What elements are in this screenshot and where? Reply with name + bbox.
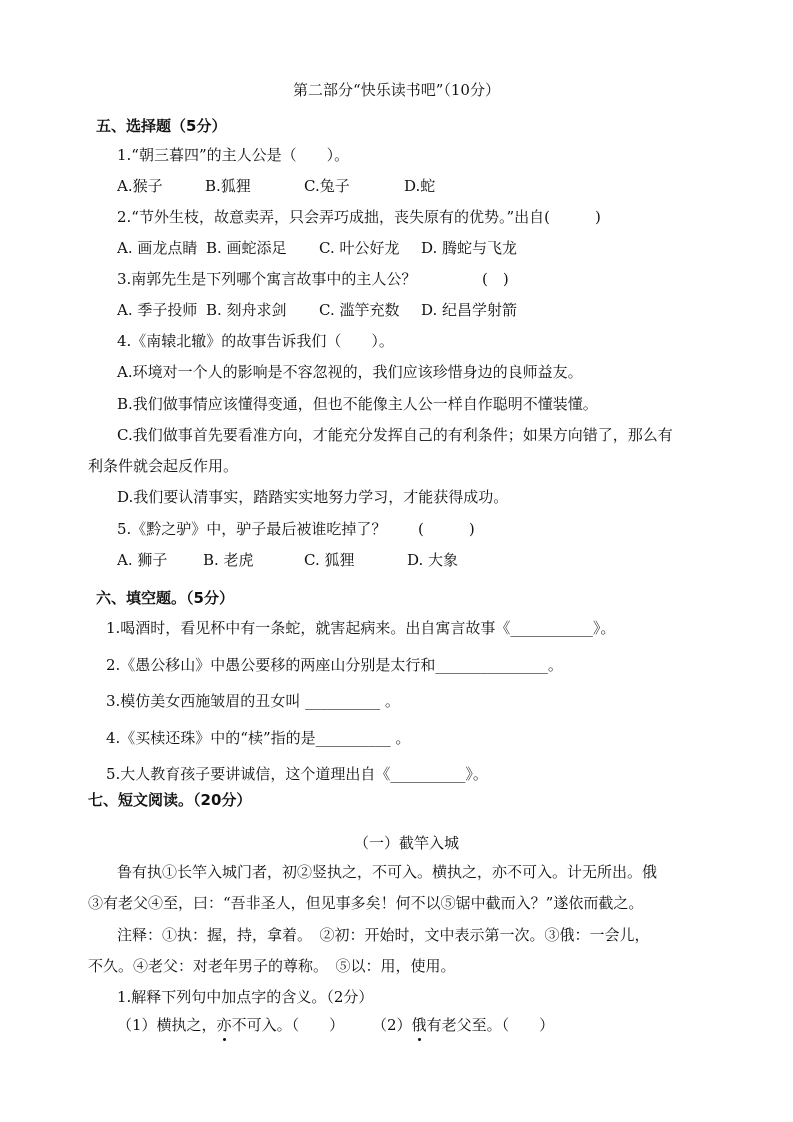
option-b: B.狐狸 bbox=[205, 177, 251, 195]
option-b: B. 刻舟求剑 bbox=[206, 301, 287, 319]
reading-q1-sub2 bbox=[372, 1015, 554, 1035]
fill-q3: 3.模仿美女西施皱眉的丑女叫 __________ 。 bbox=[106, 692, 400, 710]
q5-4-option-a: A.环境对一个人的影响是不容忽视的，我们应该珍惜身边的良师益友。 bbox=[117, 363, 583, 381]
option-d: D. 纪昌学射箭 bbox=[421, 301, 518, 319]
part-title: 第二部分“快乐读书吧”（10分） bbox=[293, 81, 500, 99]
notes-line2: 不久。④老父：对老年男子的尊称。 ⑤以：用，使用。 bbox=[88, 957, 456, 975]
q5-3-options bbox=[0, 300, 793, 320]
fill-q2: 2.《愚公移山》中愚公要移的两座山分别是太行和_______________。 bbox=[106, 656, 563, 674]
reading-q1-sub1 bbox=[117, 1015, 344, 1035]
q5-5-options bbox=[0, 550, 793, 570]
option-d: D.蛇 bbox=[404, 177, 436, 195]
notes-line1: 注释：①执：握，持，拿着。 ②初：开始时，文中表示第一次。③俄：一会儿， bbox=[117, 926, 650, 944]
option-a: A. 狮子 bbox=[117, 551, 168, 569]
q5-4-option-c-line2: 利条件就会起反作用。 bbox=[88, 457, 239, 475]
section-6-heading: 六、填空题。（5分） bbox=[96, 589, 234, 607]
option-c: C. 狐狸 bbox=[304, 551, 355, 569]
q5-4-option-b: B.我们做事情应该懂得变通，但也不能像主人公一样自作聪明不懂装懂。 bbox=[117, 395, 598, 413]
q5-4-stem: 4.《南辕北辙》的故事告诉我们（ ）。 bbox=[117, 332, 394, 350]
q5-1-options bbox=[0, 176, 793, 196]
q5-4-option-c-line1: C.我们做事首先要看准方向，才能充分发挥自己的有利条件；如果方向错了，那么有 bbox=[117, 426, 673, 444]
sub2-pre: （2） bbox=[372, 1016, 412, 1034]
option-b: B. 老虎 bbox=[203, 551, 254, 569]
sub1-post: 不可入。（ ） bbox=[231, 1016, 345, 1034]
q5-2-options bbox=[0, 238, 793, 258]
option-d: D. 大象 bbox=[407, 551, 459, 569]
dotted-char: 亦 bbox=[216, 1016, 232, 1034]
option-b: B. 画蛇添足 bbox=[206, 239, 287, 257]
q5-1-stem: 1.“朝三暮四”的主人公是（ ）。 bbox=[117, 146, 350, 164]
q5-3-answer-paren: ( ) bbox=[482, 270, 509, 288]
sub1-pre: （1）横执之， bbox=[117, 1016, 217, 1034]
q5-5-stem: 5.《黔之驴》中，驴子最后被谁吃掉了？ bbox=[117, 520, 387, 538]
passage-line1: 鲁有执①长竿入城门者，初②竖执之，不可入。横执之，亦不可入。计无所出。俄 bbox=[117, 863, 658, 881]
q5-4-option-d: D.我们要认清事实，踏踏实实地努力学习，才能获得成功。 bbox=[117, 488, 509, 506]
option-a: A.猴子 bbox=[117, 177, 163, 195]
sub2-post: 有老父至。（ ） bbox=[426, 1016, 555, 1034]
section-5-heading: 五、选择题（5分） bbox=[96, 117, 227, 135]
option-a: A. 季子投师 bbox=[117, 301, 198, 319]
fill-q4: 4.《买椟还珠》中的“椟”指的是__________ 。 bbox=[106, 729, 411, 747]
q5-3-stem: 3.南郭先生是下列哪个寓言故事中的主人公？ bbox=[117, 270, 417, 288]
reading-q1: 1.解释下列句中加点字的含义。（2分） bbox=[117, 988, 374, 1006]
q5-2-stem: 2.“节外生枝，故意卖弄，只会弄巧成拙，丧失原有的优势。”出自( ) bbox=[117, 208, 601, 226]
option-d: D. 腾蛇与飞龙 bbox=[421, 239, 518, 257]
fill-q1: 1.喝酒时，看见杯中有一条蛇，就害起病来。出自寓言故事《___________》。 bbox=[106, 619, 616, 637]
section-7-heading: 七、短文阅读。（20分） bbox=[88, 791, 252, 809]
option-c: C. 叶公好龙 bbox=[319, 239, 400, 257]
passage-title: （一）截竿入城 bbox=[354, 834, 460, 852]
dotted-char: 俄 bbox=[411, 1016, 427, 1034]
option-c: C.兔子 bbox=[304, 177, 350, 195]
option-a: A. 画龙点睛 bbox=[117, 239, 198, 257]
passage-line2: ③有老父④至，曰：“吾非圣人，但见事多矣！何不以⑤锯中截而入？”遂依而截之。 bbox=[88, 894, 644, 912]
option-c: C. 滥竽充数 bbox=[319, 301, 400, 319]
fill-q5: 5.大人教育孩子要讲诚信，这个道理出自《__________》。 bbox=[106, 765, 488, 783]
q5-5-answer-paren: ( ) bbox=[418, 520, 475, 538]
